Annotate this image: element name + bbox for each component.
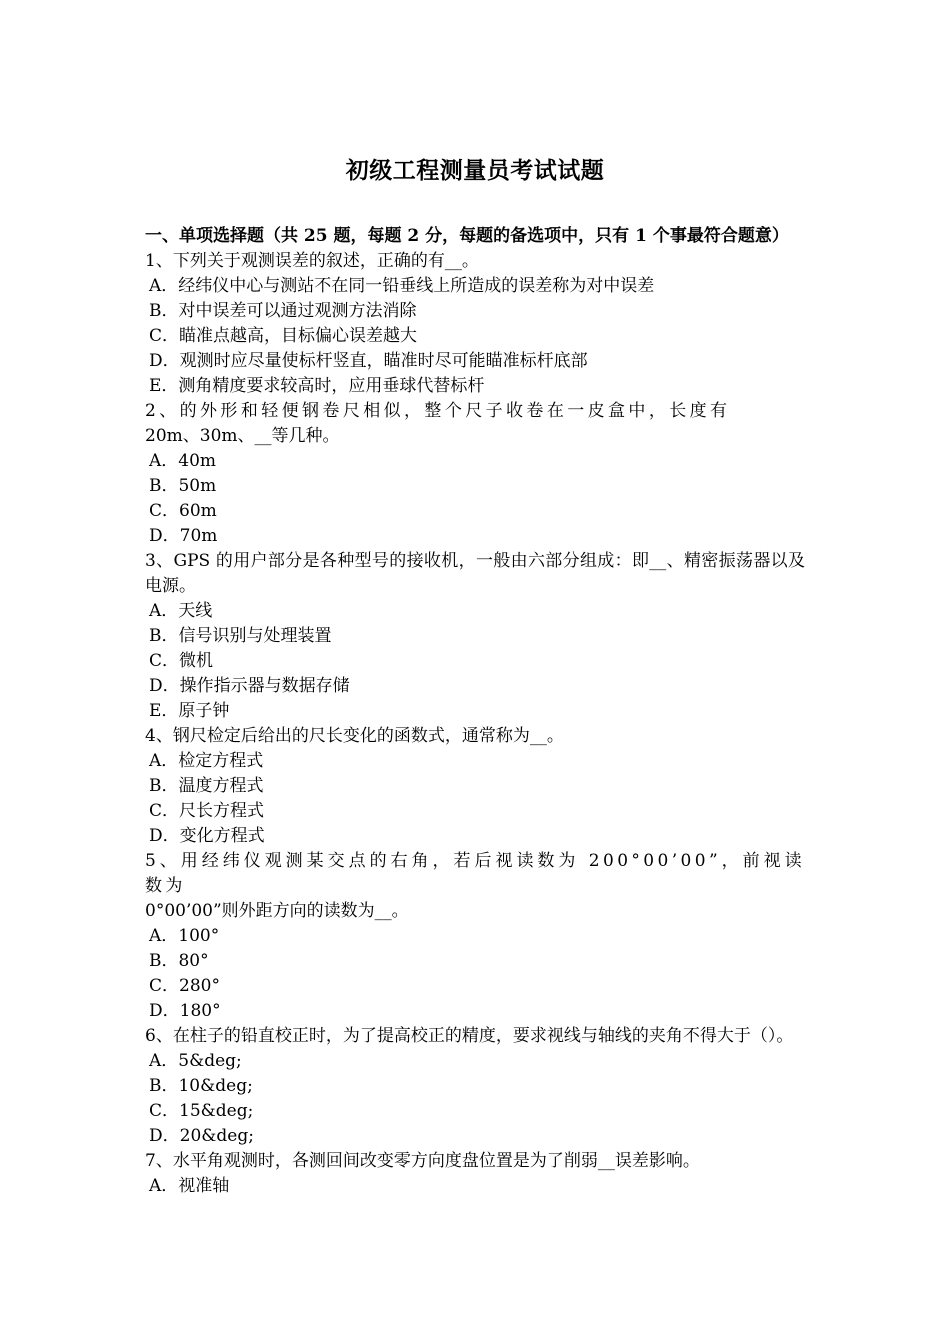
option-b: B．信号识别与处理装置: [149, 626, 332, 646]
option-c: C．60m: [149, 501, 217, 521]
question-7: [145, 1149, 805, 1199]
option-d: D．观测时应尽量使标杆竖直，瞄准时尽可能瞄准标杆底部: [149, 351, 588, 371]
question-6: [145, 1024, 805, 1149]
option-a: A．天线: [149, 601, 213, 621]
option-b: B．对中误差可以通过观测方法消除: [149, 301, 417, 321]
option-d: D．180°: [149, 1001, 221, 1021]
option-a: A．100°: [149, 926, 220, 946]
option-c: C．瞄准点越高，目标偏心误差越大: [149, 326, 418, 346]
option-b: B．10&deg;: [149, 1076, 253, 1096]
question-4: [145, 724, 805, 849]
document-body: [145, 224, 805, 1199]
question-5: [145, 849, 805, 1024]
question-stem: 3、GPS 的用户部分是各种型号的接收机，一般由六部分组成：即__、精密振荡器以及电源。: [145, 551, 805, 596]
option-c: C．微机: [149, 651, 214, 671]
option-d: D．操作指示器与数据存储: [149, 676, 350, 696]
question-stem: 4、钢尺检定后给出的尺长变化的函数式，通常称为__。: [145, 726, 564, 746]
option-a: A．视准轴: [149, 1176, 230, 1196]
question-2: [145, 399, 805, 549]
question-stem: 1、下列关于观测误差的叙述，正确的有__。: [145, 251, 479, 271]
option-c: C．280°: [149, 976, 220, 996]
option-c: C．尺长方程式: [149, 801, 265, 821]
question-stem-line-2: 0°00’00”则外距方向的读数为__。: [145, 901, 409, 921]
question-stem-line-1: 5、用经纬仪观测某交点的右角，若后视读数为 200°00’00”，前视读数为: [145, 851, 805, 896]
question-1: [145, 249, 805, 399]
question-stem-line-1: 2、的外形和轻便钢卷尺相似，整个尺子收卷在一皮盒中，长度有: [145, 401, 731, 421]
question-stem: 7、水平角观测时，各测回间改变零方向度盘位置是为了削弱__误差影响。: [145, 1151, 700, 1171]
question-stem-line-2: 20m、30m、__等几种。: [145, 426, 340, 446]
section-header: 一、单项选择题（共 25 题，每题 2 分，每题的备选项中，只有 1 个事最符合题意）: [145, 226, 789, 246]
option-a: A．40m: [149, 451, 217, 471]
option-d: D．70m: [149, 526, 218, 546]
option-e: E．原子钟: [149, 701, 230, 721]
option-e: E．测角精度要求较高时，应用垂球代替标杆: [149, 376, 485, 396]
option-d: D．变化方程式: [149, 826, 265, 846]
option-a: A．检定方程式: [149, 751, 264, 771]
option-c: C．15&deg;: [149, 1101, 254, 1121]
question-stem: 6、在柱子的铅直校正时，为了提高校正的精度，要求视线与轴线的夹角不得大于（）。: [145, 1026, 794, 1046]
option-b: B．温度方程式: [149, 776, 264, 796]
option-a: A．经纬仪中心与测站不在同一铅垂线上所造成的误差称为对中误差: [149, 276, 655, 296]
option-a: A．5&deg;: [149, 1051, 242, 1071]
question-3: [145, 549, 805, 724]
document-title: 初级工程测量员考试试题: [345, 157, 605, 184]
option-d: D．20&deg;: [149, 1126, 254, 1146]
option-b: B．80°: [149, 951, 209, 971]
option-b: B．50m: [149, 476, 217, 496]
